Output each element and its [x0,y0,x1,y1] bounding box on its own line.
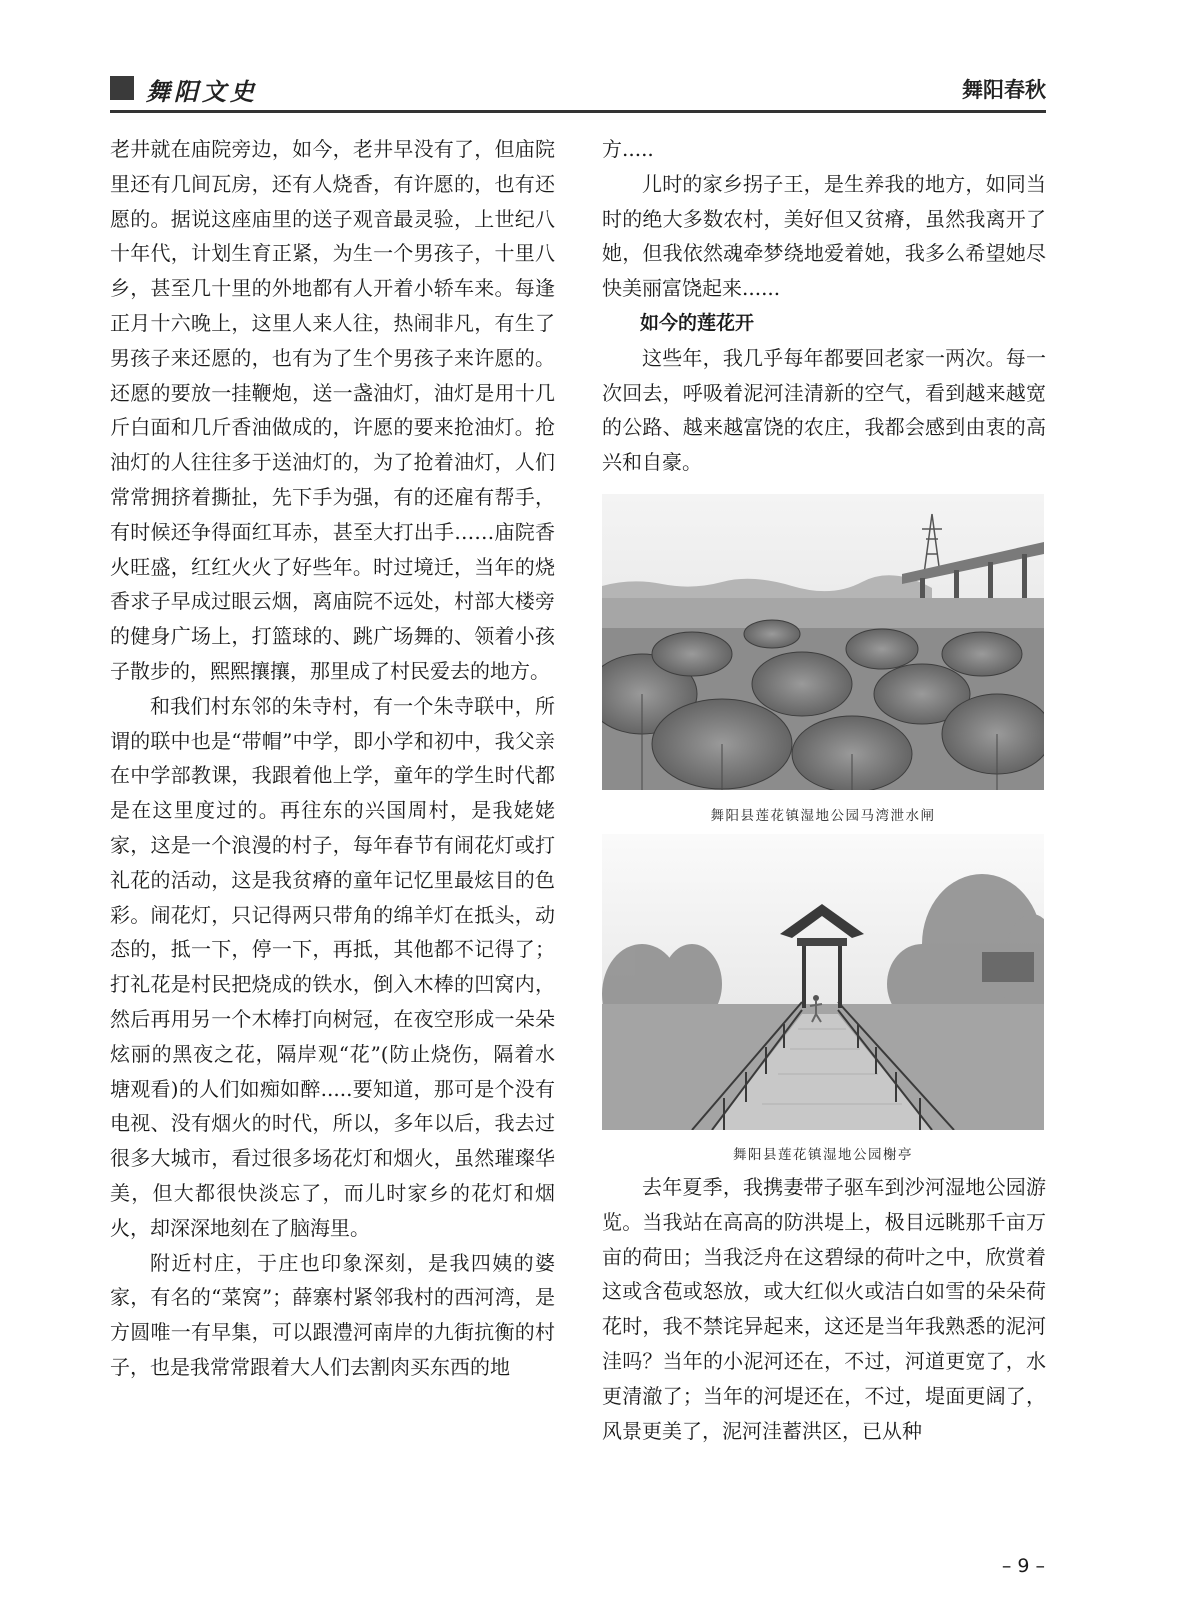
pavilion-photo [602,834,1044,1130]
paragraph: 去年夏季，我携妻带子驱车到沙河湿地公园游览。当我站在高高的防洪堤上，极目远眺那千亩万亩的荷田；当我泛舟在这碧绿的荷叶之中，欣赏着这或含苞或怒放，或大红似火或洁白如雪的朵朵荷花时，我不禁诧异起来，这还是当年我熟悉的泥河洼吗？当年的小泥河还在，不过，河道更宽了，水更清澈了；当年的河堤还在，不过，堤面更阔了，风景更美了，泥河洼蓄洪区，已从种 [602,1175,1046,1443]
page-number: – 9 – [1001,1555,1045,1577]
paragraph: 这些年，我几乎每年都要回老家一两次。每一次回去，呼吸着泥河洼清新的空气，看到越来越宽的公路、越来越富饶的农庄，我都会感到由衷的高兴和自豪。 [602,345,1046,475]
right-column-bottom [602,1170,1046,1448]
lotus-field-photo [602,494,1044,790]
journal-title: 舞阳文史 [146,77,258,106]
paragraph: 附近村庄，于庄也印象深刻，是我四姨的婆家，有名的“菜窝”；薛寨村紧邻我村的西河湾，是方圆唯一有早集，可以跟澧河南岸的九街抗衡的村子，也是我常常跟着大人们去割肉买东西的地 [110,1250,555,1379]
paragraph: 老井就在庙院旁边，如今，老井早没有了，但庙院里还有几间瓦房，还有人烧香，有许愿的，也有还愿的。据说这座庙里的送子观音最灵验，上世纪八十年代，计划生育正紧，为生一个男孩子，十里八乡，甚至几十里的外地都有人开着小轿车来。每逢正月十六晚上，这里人来人往，热闹非凡，有生了男孩子来还愿的，也有为了生个男孩子来许愿的。还愿的要放一挂鞭炮，送一盏油灯，油灯是用十几斤白面和几斤香油做成的，许愿的要来抢油灯。抢油灯的人往往多于送油灯的，为了抢着油灯，人们常常拥挤着撕扯，先下手为强，有的还雇有帮手，有时候还争得面红耳赤，甚至大打出手……庙院香火旺盛，红红火火了好些年。时过境迁，当年的烧香求子早成过眼云烟，离庙院不远处，村部大楼旁的健身广场上，打篮球的、跳广场舞的、领着小孩子散步的，熙熙攘攘，那里成了村民爱去的地方。 [110,137,555,683]
header-rule [110,110,1046,113]
paragraph: 方..... [602,137,654,161]
photo-caption: 舞阳县莲花镇湿地公园榭亭 [733,1147,913,1163]
left-column [110,132,555,1385]
paragraph: 和我们村东邻的朱寺村，有一个朱寺联中，所谓的联中也是“带帽”中学，即小学和初中，我父亲在中学部教课，我跟着他上学，童年的学生时代都是在这里度过的。再往东的兴国周村，是我姥姥家，这是一个浪漫的村子，每年春节有闹花灯或打礼花的活动，这是我贫瘠的童年记忆里最炫目的色彩。闹花灯，只记得两只带角的绵羊灯在抵头，动态的，抵一下，停一下，再抵，其他都不记得了；打礼花是村民把烧成的铁水，倒入木棒的凹窝内，然后再用另一个木棒打向树冠，在夜空形成一朵朵炫丽的黑夜之花，隔岸观“花”(防止烧伤，隔着水塘观看)的人们如痴如醉.....要知道，那可是个没有电视、没有烟火的时代，所以，多年以后，我去过很多大城市，看过很多场花灯和烟火，虽然璀璨华美，但大都很快淡忘了，而儿时家乡的花灯和烟火，却深深地刻在了脑海里。 [110,693,555,1240]
right-column-top [602,132,1046,480]
paragraph: 儿时的家乡拐子王，是生养我的地方，如同当时的绝大多数农村，美好但又贫瘠，虽然我离开了她，但我依然魂牵梦绕地爱着她，我多么希望她尽快美丽富饶起来...... [602,171,1046,301]
photo-caption: 舞阳县莲花镇湿地公园马湾泄水闸 [710,808,936,824]
header-square-mark [110,76,134,100]
section-subheading: 如今的莲花开 [640,311,755,334]
page-header [110,72,1046,108]
section-title: 舞阳春秋 [962,78,1046,102]
